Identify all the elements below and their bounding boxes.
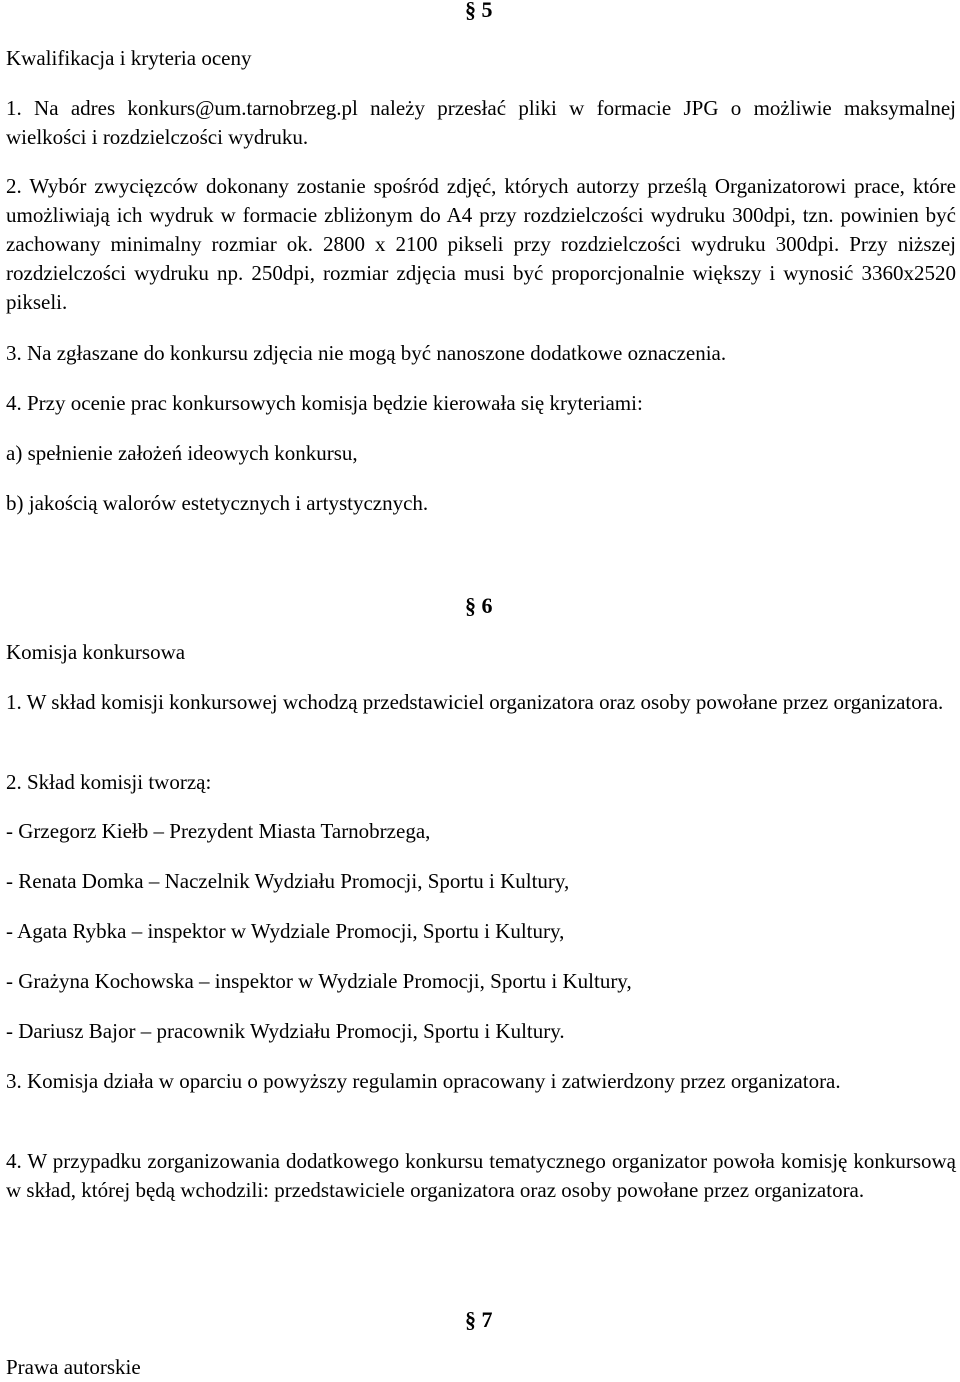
section-7-heading: Prawa autorskie <box>6 1355 141 1379</box>
section-5-paragraph-2: 2. Wybór zwycięzców dokonany zostanie spośród zdjęć, których autorzy prześlą Organizatorowi prace, które umożliwiają ich wydruk w formacie zbliżonym do A4 przy rozdzielczości wydruku 300dpi, tzn. powinien być zachowany minimalny rozmiar ok. 2800 x 2100 pikseli przy rozdzielczości wydruku 300dpi. Przy niższej rozdzielczości wydruku np. 250dpi, rozmiar zdjęcia musi być proporcjonalnie większy i wynosić 3360x2520 pikseli. <box>6 174 956 314</box>
section-7-number: § 7 <box>465 1307 493 1332</box>
section-5-paragraph-1: 1. Na adres konkurs@um.tarnobrzeg.pl należy przesłać pliki w formacie JPG o możliwie maksymalnej wielkości i rozdzielczości wydruku. <box>6 96 956 149</box>
section-5-number: § 5 <box>465 0 493 22</box>
section-5-heading: Kwalifikacja i kryteria oceny <box>6 46 252 70</box>
section-5-criterion-b: b) jakością walorów estetycznych i artystycznych. <box>6 491 429 515</box>
section-6-paragraph-3: 3. Komisja działa w oparciu o powyższy regulamin opracowany i zatwierdzony przez organizatora. <box>6 1069 841 1093</box>
committee-member-2: - Renata Domka – Naczelnik Wydziału Promocji, Sportu i Kultury, <box>6 869 570 893</box>
section-6-paragraph-1: 1. W skład komisji konkursowej wchodzą przedstawiciel organizatora oraz osoby powołane przez organizatora. <box>6 690 944 714</box>
committee-member-4: - Grażyna Kochowska – inspektor w Wydziale Promocji, Sportu i Kultury, <box>6 969 632 993</box>
committee-member-1: - Grzegorz Kiełb – Prezydent Miasta Tarnobrzega, <box>6 819 431 843</box>
section-6-paragraph-4: 4. W przypadku zorganizowania dodatkowego konkursu tematycznego organizator powoła komisję konkursową w skład, której będą wchodzili: przedstawiciele organizatora oraz osoby powołane przez organizatora. <box>6 1149 956 1202</box>
committee-member-3: - Agata Rybka – inspektor w Wydziale Promocji, Sportu i Kultury, <box>6 919 565 943</box>
section-6-number: § 6 <box>465 593 493 618</box>
section-5-criterion-a: a) spełnienie założeń ideowych konkursu, <box>6 441 358 465</box>
section-6-paragraph-2: 2. Skład komisji tworzą: <box>6 770 212 794</box>
section-5-paragraph-4: 4. Przy ocenie prac konkursowych komisja będzie kierowała się kryteriami: <box>6 391 643 415</box>
section-5-paragraph-3: 3. Na zgłaszane do konkursu zdjęcia nie mogą być nanoszone dodatkowe oznaczenia. <box>6 341 727 365</box>
section-6-heading: Komisja konkursowa <box>6 640 186 664</box>
committee-member-5: - Dariusz Bajor – pracownik Wydziału Promocji, Sportu i Kultury. <box>6 1019 565 1043</box>
